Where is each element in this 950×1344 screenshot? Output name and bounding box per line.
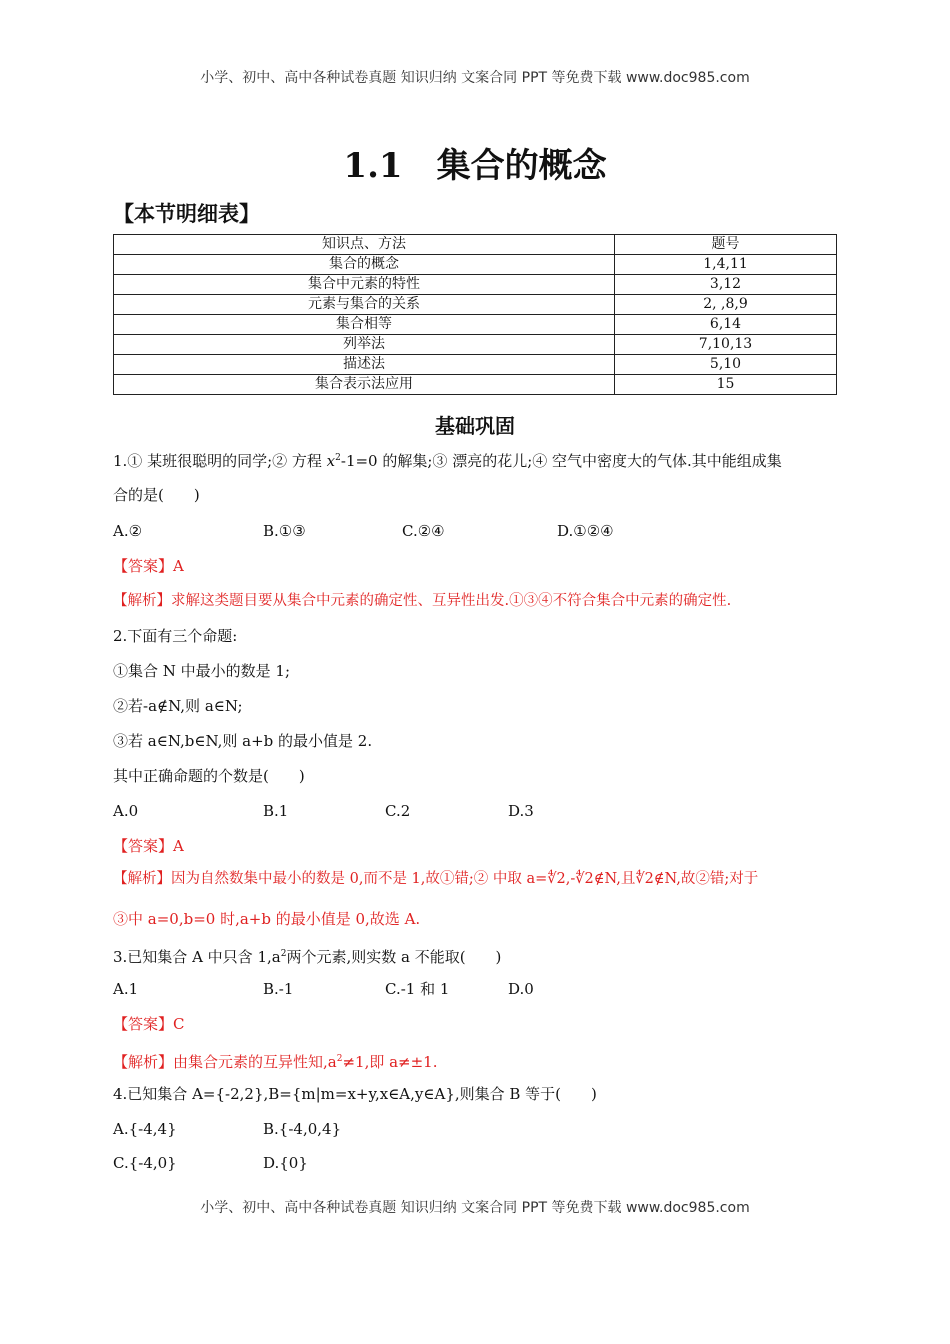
option: B.1 [263,802,289,820]
q3-stem [113,944,501,967]
q1-answer: 【答案】A [113,557,184,575]
table-row [114,275,837,295]
table-cell: 元素与集合的关系 [114,295,615,315]
page-header: 小学、初中、高中各种试卷真题 知识归纳 文案合同 PPT 等免费下载 www.doc985.com [200,70,750,86]
option: D.3 [508,802,534,820]
table-cell: 描述法 [114,355,615,375]
text: 1.① 某班很聪明的同学;② 方程 [113,452,327,470]
table-cell: 6,14 [615,315,837,335]
table-cell: 集合的概念 [114,255,615,275]
q1-stem [113,448,782,471]
option: B.{-4,0,4} [263,1120,342,1138]
option: A.0 [113,802,139,820]
table-cell: 集合中元素的特性 [114,275,615,295]
option: C.{-4,0} [113,1154,177,1172]
table-cell: 2, ,8,9 [615,295,837,315]
table-cell: 3,12 [615,275,837,295]
q1-stem-2: 合的是( ) [113,486,200,504]
q2-analysis-2: ③中 a=0,b=0 时,a+b 的最小值是 0,故选 A. [113,910,421,928]
option: C.-1 和 1 [385,980,450,998]
q2-statement-1: ①集合 N 中最小的数是 1; [113,662,291,680]
sup: 2 [280,949,287,959]
q2-analysis-1: 【解析】因为自然数集中最小的数是 0,而不是 1,故①错;② 中取 a=∜2,-∜2∉N,且∜2∉N,故②错;对于 [113,871,759,887]
q3-answer: 【答案】C [113,1015,185,1033]
q4-stem: 4.已知集合 A={-2,2},B={m|m=x+y,x∈A,y∈A},则集合 B 等于( ) [113,1085,597,1103]
topic-table [113,234,837,395]
table-cell: 5,10 [615,355,837,375]
q2-stem: 2.下面有三个命题: [113,627,238,645]
var: x [326,452,336,470]
option: A.1 [113,980,139,998]
option: D.①②④ [557,522,614,540]
option: D.0 [508,980,534,998]
q2-answer: 【答案】A [113,837,184,855]
table-row [114,295,837,315]
table-row [114,355,837,375]
q3-analysis [113,1049,438,1072]
q1-analysis: 【解析】求解这类题目要从集合中元素的确定性、互异性出发.①③④不符合集合中元素的确定性. [113,593,732,609]
option: D.{0} [263,1154,308,1172]
table-row [114,375,837,395]
text: ≠1,即 a≠±1. [342,1053,438,1071]
text: 3.已知集合 A 中只含 1,a [113,948,281,966]
sup: 2 [335,453,341,463]
table-header-row [114,235,837,255]
table-header: 知识点、方法 [114,235,615,255]
table-header: 题号 [615,235,837,255]
q2-statement-3: ③若 a∈N,b∈N,则 a+b 的最小值是 2. [113,732,373,750]
section-heading: 【本节明细表】 [113,202,260,226]
page-title: 1.1 集合的概念 [343,146,607,186]
table-cell: 1,4,11 [615,255,837,275]
option: B.①③ [263,522,306,540]
option: B.-1 [263,980,294,998]
subsection-heading: 基础巩固 [435,414,515,438]
table-cell: 列举法 [114,335,615,355]
table-row [114,255,837,275]
text: -1=0 的解集;③ 漂亮的花儿;④ 空气中密度大的气体.其中能组成集 [340,452,782,470]
table-cell: 15 [615,375,837,395]
text: 【解析】由集合元素的互异性知,a [113,1053,337,1071]
q2-statement-2: ②若-a∉N,则 a∈N; [113,697,243,715]
table-cell: 集合相等 [114,315,615,335]
table-cell: 集合表示法应用 [114,375,615,395]
sup: 2 [336,1054,343,1064]
table-row [114,315,837,335]
option: C.2 [385,802,411,820]
text: 两个元素,则实数 a 不能取( ) [286,948,502,966]
table-row [114,335,837,355]
option: A.{-4,4} [113,1120,177,1138]
table-cell: 7,10,13 [615,335,837,355]
q2-ask: 其中正确命题的个数是( ) [113,767,305,785]
option: A.② [113,522,143,540]
page-footer: 小学、初中、高中各种试卷真题 知识归纳 文案合同 PPT 等免费下载 www.doc985.com [200,1200,750,1216]
option: C.②④ [402,522,445,540]
